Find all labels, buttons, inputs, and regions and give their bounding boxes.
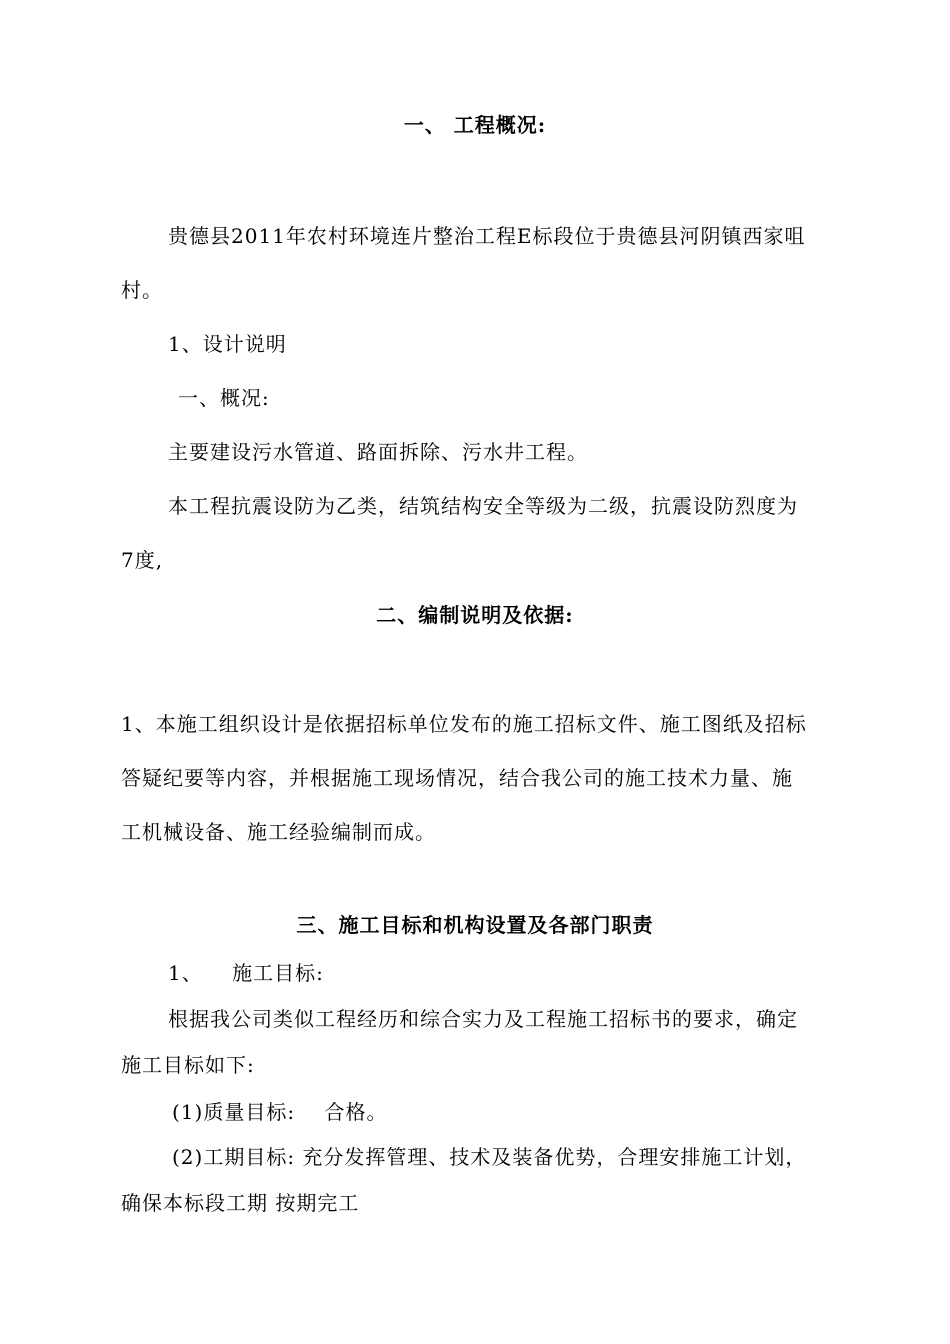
section-2-title: 二、编制说明及依据: <box>376 603 574 627</box>
goal-intro-line-2: 施工目标如下: <box>121 1053 255 1077</box>
seismic-paragraph-line-2: 7度, <box>121 548 164 572</box>
basis-paragraph-line-3: 工机械设备、施工经验编制而成。 <box>121 820 436 844</box>
schedule-goal-line-1: (2)工期目标: 充分发挥管理、技术及装备优势，合理安排施工计划， <box>172 1145 807 1169</box>
goal-intro-line-1: 根据我公司类似工程经历和综合实力及工程施工招标书的要求，确定 <box>168 1007 798 1031</box>
schedule-goal-line-2: 确保本标段工期 按期完工 <box>121 1191 360 1215</box>
basis-paragraph-line-1: 1、本施工组织设计是依据招标单位发布的施工招标文件、施工图纸及招标 <box>121 712 807 736</box>
design-notes-heading: 1、设计说明 <box>168 332 287 356</box>
basis-paragraph-line-2: 答疑纪要等内容，并根据施工现场情况，结合我公司的施工技术力量、施 <box>121 766 793 790</box>
intro-paragraph-line-1: 贵德县2011年农村环境连片整治工程E标段位于贵德县河阴镇西家咀 <box>168 224 806 248</box>
section-1-title: 一、 工程概况: <box>403 113 547 137</box>
seismic-paragraph-line-1: 本工程抗震设防为乙类，结筑结构安全等级为二级，抗震设防烈度为 <box>168 494 798 518</box>
section-3-title: 三、施工目标和机构设置及各部门职责 <box>296 913 654 937</box>
scope-paragraph: 主要建设污水管道、路面拆除、污水井工程。 <box>168 440 588 464</box>
construction-goal-heading: 1、 施工目标: <box>168 961 324 985</box>
quality-goal: (1)质量目标: 合格。 <box>172 1100 388 1124</box>
overview-heading: 一、概况: <box>178 386 270 410</box>
intro-paragraph-line-2: 村。 <box>121 278 163 302</box>
